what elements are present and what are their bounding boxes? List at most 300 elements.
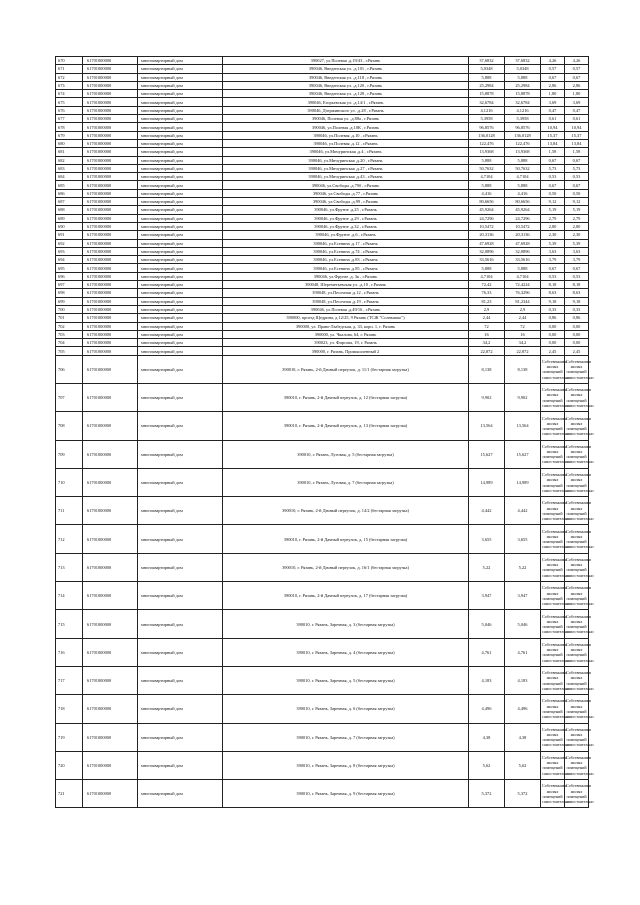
cell-row-number: 718 (56, 695, 83, 723)
cell-value-4: 0,61 (565, 115, 589, 123)
cell-value-3: Собственники жилых помещений самостоятельно (541, 440, 565, 468)
cell-value-2: 4,7104 (505, 272, 541, 280)
table-row (56, 189, 589, 197)
cell-oktmo-code: 61701000000 (83, 123, 138, 131)
cell-value-2: 24,7296 (505, 214, 541, 222)
cell-value-3: Собственники жилых помещений самостоятельно (541, 383, 565, 411)
housing-table (55, 56, 594, 808)
table-row (56, 723, 589, 751)
cell-object-type: многоквартирный дом (138, 440, 223, 468)
cell-value-1: 13,9368 (469, 148, 505, 156)
table-row (56, 355, 589, 383)
cell-value-1: 34,2 (469, 339, 505, 347)
table-row (56, 582, 589, 610)
cell-oktmo-code: 61701000000 (83, 106, 138, 114)
cell-value-2: 13,564 (505, 412, 541, 440)
cell-object-type: многоквартирный дом (138, 73, 223, 81)
cell-oktmo-code: 61701000000 (83, 297, 138, 305)
cell-oktmo-code: 61701000000 (83, 164, 138, 172)
table-row (56, 115, 589, 123)
cell-value-3: 0,67 (541, 181, 565, 189)
cell-object-type: многоквартирный дом (138, 355, 223, 383)
table-row (56, 206, 589, 214)
cell-value-4: 1,58 (565, 148, 589, 156)
cell-object-type: многоквартирный дом (138, 525, 223, 553)
table-row (56, 181, 589, 189)
cell-oktmo-code: 61701000000 (83, 206, 138, 214)
cell-value-4: 0,53 (565, 272, 589, 280)
cell-address: 390046, ул.Свободы ,д.99 , г.Рязань (223, 198, 469, 206)
table-row (56, 525, 589, 553)
cell-value-4: Собственники жилых помещений самостоятельно (565, 525, 589, 553)
table-row (56, 666, 589, 694)
table-row (56, 123, 589, 131)
cell-address: 390010, г. Рязань, Заречная, д. 9 (бестарная загрузка) (223, 780, 469, 808)
cell-value-4: 2,86 (565, 81, 589, 89)
cell-value-3: 5,19 (541, 206, 565, 214)
cell-value-4: 10,94 (565, 123, 589, 131)
cell-address: 390010, г. Рязань, Заречная, д. 6 (бестарная загрузка) (223, 695, 469, 723)
table-row (56, 297, 589, 305)
cell-value-4: 8,63 (565, 289, 589, 297)
cell-value-2: 37,6832 (505, 57, 541, 65)
cell-row-number: 702 (56, 322, 83, 330)
cell-value-2: 80,6656 (505, 198, 541, 206)
cell-value-1: 5,3958 (469, 115, 505, 123)
cell-value-4: 0,67 (565, 181, 589, 189)
cell-row-number: 705 (56, 347, 83, 355)
cell-row-number: 694 (56, 256, 83, 264)
cell-value-4: 0,00 (565, 330, 589, 338)
cell-row-number: 701 (56, 314, 83, 322)
cell-oktmo-code: 61701000000 (83, 231, 138, 239)
cell-row-number: 697 (56, 281, 83, 289)
cell-value-4: 0,47 (565, 106, 589, 114)
cell-address: 390010, г. Рязань, 2-й Дачный переулок, д. 15 (бестарная загрузка) (223, 525, 469, 553)
table-row (56, 497, 589, 525)
cell-address: 390048, ул.Песочная ,д.12 , г.Рязань (223, 289, 469, 297)
cell-value-1: 37,6832 (469, 57, 505, 65)
cell-value-4: Собственники жилых помещений самостоятельно (565, 497, 589, 525)
cell-oktmo-code: 61701000000 (83, 412, 138, 440)
cell-value-3: 0,67 (541, 73, 565, 81)
cell-value-2: 5,888 (505, 156, 541, 164)
cell-oktmo-code: 61701000000 (83, 610, 138, 638)
cell-value-2: 5,888 (505, 73, 541, 81)
cell-value-3: 10,94 (541, 123, 565, 131)
cell-value-4: Собственники жилых помещений самостоятельно (565, 610, 589, 638)
cell-row-number: 690 (56, 222, 83, 230)
cell-oktmo-code: 61701000000 (83, 198, 138, 206)
cell-value-2: 5,22 (505, 553, 541, 581)
cell-oktmo-code: 61701000000 (83, 780, 138, 808)
cell-value-4: 3,69 (565, 98, 589, 106)
cell-address: 390046, ул.Фрунзе ,д. 3к , г.Рязань (223, 272, 469, 280)
cell-address: 390010, г. Рязань, 2-й Дачный переулок, д. 17 (бестарная загрузка) (223, 582, 469, 610)
cell-value-2: 5,046 (505, 610, 541, 638)
cell-oktmo-code: 61701000000 (83, 339, 138, 347)
cell-value-4: Собственники жилых помещений самостоятельно (565, 355, 589, 383)
cell-value-2: 5,888 (505, 264, 541, 272)
cell-object-type: многоквартирный дом (138, 751, 223, 779)
cell-row-number: 693 (56, 247, 83, 255)
cell-object-type: многоквартирный дом (138, 256, 223, 264)
cell-address: 390046, ул.Полевая ,д.10 , г.Рязань (223, 131, 469, 139)
cell-oktmo-code: 61701000000 (83, 751, 138, 779)
cell-row-number: 714 (56, 582, 83, 610)
cell-value-2: 4,442 (505, 497, 541, 525)
table-row (56, 256, 589, 264)
cell-value-3: 4,26 (541, 57, 565, 65)
cell-value-1: 4,38 (469, 723, 505, 751)
cell-address: 390046, ул.Фрунзе ,д.6 , г.Рязань (223, 231, 469, 239)
cell-object-type: многоквартирный дом (138, 383, 223, 411)
table-row (56, 289, 589, 297)
cell-object-type: многоквартирный дом (138, 289, 223, 297)
table-body (56, 57, 594, 808)
cell-value-2: 45,9264 (505, 206, 541, 214)
cell-value-1: 4,496 (469, 695, 505, 723)
cell-value-4: 0,33 (565, 305, 589, 313)
table-row (56, 148, 589, 156)
table-row (56, 695, 589, 723)
cell-address: 390048, ул.Песочная ,д.19 , г.Рязань (223, 297, 469, 305)
cell-value-3: 2,80 (541, 222, 565, 230)
cell-object-type: многоквартирный дом (138, 330, 223, 338)
cell-value-2: 32,6784 (505, 98, 541, 106)
cell-value-1: 3,655 (469, 525, 505, 553)
cell-address: 390000, г. Рязань, Промышленный 2 (223, 347, 469, 355)
cell-value-3: 0,57 (541, 65, 565, 73)
cell-value-2: 8,138 (505, 355, 541, 383)
cell-value-1: 4,1216 (469, 106, 505, 114)
cell-address: 390010, г. Рязань, Заречная, д. 5 (бестарная загрузка) (223, 666, 469, 694)
cell-value-3: Собственники жилых помещений самостоятельно (541, 553, 565, 581)
cell-oktmo-code: 61701000000 (83, 440, 138, 468)
cell-object-type: многоквартирный дом (138, 239, 223, 247)
cell-value-2: 9,902 (505, 383, 541, 411)
cell-object-type: многоквартирный дом (138, 638, 223, 666)
table-row (56, 412, 589, 440)
cell-object-type: многоквартирный дом (138, 206, 223, 214)
cell-row-number: 707 (56, 383, 83, 411)
cell-row-number: 688 (56, 206, 83, 214)
cell-value-4: 0,00 (565, 339, 589, 347)
cell-value-2: 14,989 (505, 468, 541, 496)
cell-value-3: Собственники жилых помещений самостоятельно (541, 497, 565, 525)
table-row (56, 281, 589, 289)
cell-value-4: 5,73 (565, 164, 589, 172)
cell-address: 390046, Введенская ул. ,д.128 , г.Рязань (223, 90, 469, 98)
cell-value-3: 0,86 (541, 314, 565, 322)
cell-value-1: 5,62 (469, 751, 505, 779)
cell-object-type: многоквартирный дом (138, 81, 223, 89)
cell-oktmo-code: 61701000000 (83, 256, 138, 264)
cell-value-3: 5,39 (541, 239, 565, 247)
cell-value-1: 47,6928 (469, 239, 505, 247)
cell-object-type: многоквартирный дом (138, 198, 223, 206)
cell-value-1: 24,7296 (469, 214, 505, 222)
cell-value-1: 4,442 (469, 497, 505, 525)
cell-value-2: 15,627 (505, 440, 541, 468)
cell-row-number: 708 (56, 412, 83, 440)
cell-object-type: многоквартирный дом (138, 164, 223, 172)
cell-value-4: 5,19 (565, 206, 589, 214)
cell-value-2: 5,3958 (505, 115, 541, 123)
cell-oktmo-code: 61701000000 (83, 525, 138, 553)
table-row (56, 272, 589, 280)
cell-value-4: Собственники жилых помещений самостоятельно (565, 638, 589, 666)
cell-object-type: многоквартирный дом (138, 695, 223, 723)
cell-object-type: многоквартирный дом (138, 189, 223, 197)
cell-value-1: 8,138 (469, 355, 505, 383)
cell-row-number: 678 (56, 123, 83, 131)
cell-value-2: 32,0896 (505, 247, 541, 255)
cell-value-1: 32,6784 (469, 98, 505, 106)
cell-value-4: 0,57 (565, 65, 589, 73)
cell-row-number: 687 (56, 198, 83, 206)
cell-object-type: многоквартирный дом (138, 322, 223, 330)
cell-value-1: 5,372 (469, 780, 505, 808)
cell-row-number: 703 (56, 330, 83, 338)
cell-address: 390010, г. Рязань, Заречная, д. 4 (бестарная загрузка) (223, 638, 469, 666)
cell-value-3: 3,63 (541, 247, 565, 255)
cell-value-4: Собственники жилых помещений самостоятельно (565, 553, 589, 581)
cell-oktmo-code: 61701000000 (83, 666, 138, 694)
cell-value-1: 5,888 (469, 181, 505, 189)
cell-value-3: Собственники жилых помещений самостоятельно (541, 638, 565, 666)
cell-value-1: 22,872 (469, 347, 505, 355)
cell-object-type: многоквартирный дом (138, 305, 223, 313)
cell-value-4: Собственники жилых помещений самостоятельно (565, 412, 589, 440)
cell-value-4: 2,80 (565, 222, 589, 230)
cell-value-1: 15,627 (469, 440, 505, 468)
cell-address: 390010, г. Рязань, Луговая, д. 5 (бестарная загрузка) (223, 440, 469, 468)
table-row (56, 73, 589, 81)
cell-value-3: Собственники жилых помещений самостоятельно (541, 695, 565, 723)
cell-oktmo-code: 61701000000 (83, 98, 138, 106)
cell-row-number: 691 (56, 231, 83, 239)
cell-row-number: 683 (56, 164, 83, 172)
cell-row-number: 719 (56, 723, 83, 751)
cell-row-number: 720 (56, 751, 83, 779)
cell-row-number: 680 (56, 139, 83, 147)
cell-value-4: 0,67 (565, 73, 589, 81)
cell-value-4: Собственники жилых помещений самостоятельно (565, 780, 589, 808)
cell-oktmo-code: 61701000000 (83, 73, 138, 81)
cell-address: 390010, г. Рязань, 2-й Дачный переулок, д. 16/1 (бестарная загрузка) (223, 553, 469, 581)
table-row (56, 247, 589, 255)
cell-oktmo-code: 61701000000 (83, 330, 138, 338)
table-row (56, 57, 589, 65)
cell-address: 390000, ул. Право-Лыбедская, д. 33, корп. 1, г. Рязань (223, 322, 469, 330)
cell-oktmo-code: 61701000000 (83, 638, 138, 666)
cell-value-2: 47,6928 (505, 239, 541, 247)
cell-object-type: многоквартирный дом (138, 173, 223, 181)
cell-object-type: многоквартирный дом (138, 148, 223, 156)
cell-address: 390010, г. Рязань, Заречная, д. 8 (бестарная загрузка) (223, 751, 469, 779)
cell-value-4: 2,30 (565, 231, 589, 239)
cell-value-1: 4,7104 (469, 272, 505, 280)
cell-value-4: 15,37 (565, 131, 589, 139)
cell-value-1: 20,3136 (469, 231, 505, 239)
cell-object-type: многоквартирный дом (138, 339, 223, 347)
cell-value-3: 0,67 (541, 264, 565, 272)
cell-value-1: 5,888 (469, 264, 505, 272)
cell-value-1: 5,22 (469, 553, 505, 581)
cell-value-1: 50,7632 (469, 164, 505, 172)
cell-row-number: 686 (56, 189, 83, 197)
cell-value-3: 0,00 (541, 330, 565, 338)
cell-oktmo-code: 61701000000 (83, 81, 138, 89)
cell-value-2: 25,2984 (505, 81, 541, 89)
cell-object-type: многоквартирный дом (138, 131, 223, 139)
cell-value-4: 13,84 (565, 139, 589, 147)
cell-row-number: 696 (56, 272, 83, 280)
cell-value-1: 72,42 (469, 281, 505, 289)
table-row (56, 164, 589, 172)
cell-value-3: Собственники жилых помещений самостоятельно (541, 468, 565, 496)
cell-value-2: 5,888 (505, 181, 541, 189)
cell-value-2: 10,5472 (505, 222, 541, 230)
cell-value-1: 45,9264 (469, 206, 505, 214)
cell-value-2: 3,947 (505, 582, 541, 610)
cell-row-number: 699 (56, 297, 83, 305)
cell-object-type: многоквартирный дом (138, 610, 223, 638)
cell-value-4: Собственники жилых помещений самостоятельно (565, 695, 589, 723)
cell-value-1: 3,947 (469, 582, 505, 610)
cell-row-number: 685 (56, 181, 83, 189)
cell-object-type: многоквартирный дом (138, 65, 223, 73)
cell-address: 390046, ул.Есенина ,д.17 , г.Рязань (223, 239, 469, 247)
cell-row-number: 706 (56, 355, 83, 383)
cell-address: 390046, ул.Мичуринская ,д.20 , г.Рязань (223, 156, 469, 164)
cell-value-3: 2,45 (541, 347, 565, 355)
cell-object-type: многоквартирный дом (138, 347, 223, 355)
cell-object-type: многоквартирный дом (138, 468, 223, 496)
cell-value-1: 13,564 (469, 412, 505, 440)
cell-object-type: многоквартирный дом (138, 247, 223, 255)
cell-value-3: 0,50 (541, 189, 565, 197)
cell-row-number: 717 (56, 666, 83, 694)
cell-value-4: 8,18 (565, 281, 589, 289)
table-row (56, 222, 589, 230)
cell-value-3: 8,18 (541, 281, 565, 289)
cell-value-1: 33,5616 (469, 256, 505, 264)
cell-value-4: 0,00 (565, 322, 589, 330)
cell-value-3: 0,53 (541, 272, 565, 280)
cell-value-2: 5,0348 (505, 65, 541, 73)
table-row (56, 264, 589, 272)
cell-value-2: 72,4224 (505, 281, 541, 289)
table-row (56, 751, 589, 779)
cell-object-type: многоквартирный дом (138, 106, 223, 114)
cell-address: 390046, Дзержинского ул. ,д.28 , г.Рязань (223, 106, 469, 114)
table-row (56, 139, 589, 147)
cell-value-1: 5,0348 (469, 65, 505, 73)
cell-value-4: 3,79 (565, 256, 589, 264)
cell-value-3: Собственники жилых помещений самостоятельно (541, 582, 565, 610)
cell-value-4: 3,63 (565, 247, 589, 255)
cell-address: 390046, ул.Фрунзе ,д.29 , г.Рязань (223, 214, 469, 222)
cell-oktmo-code: 61701000000 (83, 173, 138, 181)
cell-value-3: 2,79 (541, 214, 565, 222)
table-row (56, 383, 589, 411)
cell-value-2: 4,38 (505, 723, 541, 751)
cell-oktmo-code: 61701000000 (83, 131, 138, 139)
cell-value-4: 4,26 (565, 57, 589, 65)
cell-row-number: 689 (56, 214, 83, 222)
cell-address: 390010, г. Рязань, 2-й Дачный переулок, д. 13 (бестарная загрузка) (223, 412, 469, 440)
cell-object-type: многоквартирный дом (138, 281, 223, 289)
table-row (56, 65, 589, 73)
cell-address: 390046, Егорьевская ул. ,д.14/1 , г.Рязань (223, 98, 469, 106)
cell-address: 390010, г. Рязань, Луговая, д. 7 (бестарная загрузка) (223, 468, 469, 496)
table-row (56, 553, 589, 581)
cell-object-type: многоквартирный дом (138, 123, 223, 131)
cell-row-number: 679 (56, 131, 83, 139)
cell-object-type: многоквартирный дом (138, 115, 223, 123)
cell-value-1: 32,0896 (469, 247, 505, 255)
cell-row-number: 677 (56, 115, 83, 123)
table-row (56, 638, 589, 666)
cell-value-3: Собственники жилых помещений самостоятельно (541, 525, 565, 553)
cell-value-1: 4,416 (469, 189, 505, 197)
cell-address: 390046, ул.Полевая ,д.49/16 , г.Рязань (223, 305, 469, 313)
cell-value-3: Собственники жилых помещений самостоятельно (541, 723, 565, 751)
cell-row-number: 710 (56, 468, 83, 496)
cell-object-type: многоквартирный дом (138, 57, 223, 65)
cell-value-1: 9,902 (469, 383, 505, 411)
cell-value-4: 0,86 (565, 314, 589, 322)
cell-value-4: Собственники жилых помещений самостоятельно (565, 751, 589, 779)
cell-value-2: 4,416 (505, 189, 541, 197)
table-row (56, 173, 589, 181)
cell-value-3: Собственники жилых помещений самостоятельно (541, 751, 565, 779)
cell-address: 390046, Введенская ул. ,д.118 , г.Рязань (223, 73, 469, 81)
cell-value-2: 76,3296 (505, 289, 541, 297)
cell-address: 390046, ул.Мичуринская ,д.43 , г.Рязань (223, 173, 469, 181)
cell-address: 390046, ул.Есенина ,д.74 , г.Рязань (223, 247, 469, 255)
table-row (56, 106, 589, 114)
cell-value-1: 136,0128 (469, 131, 505, 139)
cell-value-1: 14,989 (469, 468, 505, 496)
cell-address: 390046, ул.Мичуринская ,д.27 , г.Рязань (223, 164, 469, 172)
cell-value-4: Собственники жилых помещений самостоятельно (565, 468, 589, 496)
cell-address: 390046, ул.Свободы ,д.79б , г.Рязань (223, 181, 469, 189)
cell-oktmo-code: 61701000000 (83, 239, 138, 247)
cell-value-3: 9,12 (541, 198, 565, 206)
cell-address: 390000, ул. Чкалова, 64, г. Рязань (223, 330, 469, 338)
cell-address: 390023, ул. Фирсова, 19, г. Рязань (223, 339, 469, 347)
cell-address: 390010, г. Рязань, Заречная, д. 7 (бестарная загрузка) (223, 723, 469, 751)
cell-row-number: 713 (56, 553, 83, 581)
cell-value-3: 0,00 (541, 322, 565, 330)
table-row (56, 214, 589, 222)
cell-value-3: 3,69 (541, 98, 565, 106)
cell-oktmo-code: 61701000000 (83, 281, 138, 289)
table-row (56, 314, 589, 322)
cell-oktmo-code: 61701000000 (83, 115, 138, 123)
cell-oktmo-code: 61701000000 (83, 383, 138, 411)
cell-row-number: 682 (56, 156, 83, 164)
cell-row-number: 671 (56, 65, 83, 73)
cell-value-4: 2,79 (565, 214, 589, 222)
cell-object-type: многоквартирный дом (138, 666, 223, 694)
cell-object-type: многоквартирный дом (138, 582, 223, 610)
cell-value-4: 9,18 (565, 297, 589, 305)
table-row (56, 468, 589, 496)
